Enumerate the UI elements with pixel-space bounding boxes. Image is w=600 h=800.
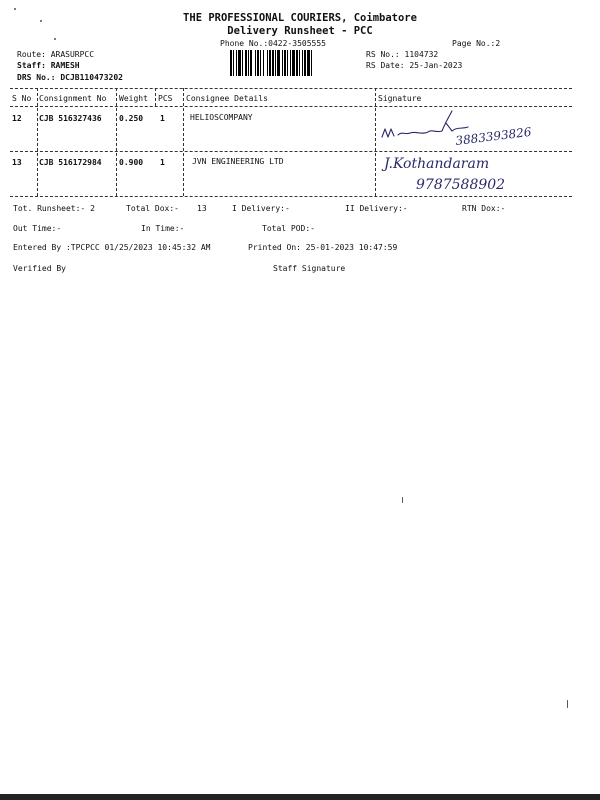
row-consignee: JVN ENGINEERING LTD <box>192 157 284 166</box>
row-signature-phone: 3883393826 <box>454 124 533 148</box>
barcode-bar <box>245 50 247 76</box>
barcode-bar <box>302 50 303 76</box>
phone-number: Phone No.:0422-3505555 <box>220 39 326 48</box>
barcode-bar <box>304 50 306 76</box>
table-top-rule <box>10 88 572 89</box>
in-time: In Time:- <box>141 224 185 233</box>
col-divider <box>155 88 156 106</box>
company-name: THE PROFESSIONAL COURIERS, Coimbatore <box>183 12 417 24</box>
barcode-bar <box>242 50 243 76</box>
barcode-bar <box>267 50 268 76</box>
barcode-bar <box>292 50 295 76</box>
verified-by: Verified By <box>13 264 66 273</box>
row-sno: 13 <box>12 158 22 167</box>
barcode-bar <box>299 50 300 76</box>
ii-delivery: II Delivery:- <box>345 204 408 213</box>
barcode-bar <box>257 50 259 76</box>
barcode-bar <box>236 50 237 76</box>
col-header-consignee: Consignee Details <box>186 94 268 103</box>
scan-speck <box>40 20 42 22</box>
row-pcs: 1 <box>160 114 165 123</box>
barcode-bar <box>233 50 234 76</box>
row-signature-phone: 9787588902 <box>416 177 506 193</box>
entered-by: Entered By :TPCPCC 01/25/2023 10:45:32 AM <box>13 243 211 252</box>
rtn-dox: RTN Dox:- <box>462 204 506 213</box>
barcode-bar <box>272 50 274 76</box>
total-dox-label: Total Dox:- <box>126 204 179 213</box>
scan-bottom-edge <box>0 794 600 800</box>
scan-speck <box>54 38 56 40</box>
out-time: Out Time:- <box>13 224 62 233</box>
scan-speck <box>14 8 16 10</box>
drs-number: DRS No.: DCJB110473202 <box>17 73 123 82</box>
col-divider <box>116 88 117 196</box>
barcode-bar <box>238 50 241 76</box>
col-header-weight: Weight <box>119 94 148 103</box>
col-header-pcs: PCS <box>158 94 173 103</box>
barcode-graphic <box>230 50 362 76</box>
staff-signature: Staff Signature <box>273 264 346 273</box>
col-header-signature: Signature <box>378 94 422 103</box>
barcode-bar <box>275 50 276 76</box>
row-pcs: 1 <box>160 158 165 167</box>
col-header-consignment: Consignment No <box>39 94 107 103</box>
total-dox-value: 13 <box>197 204 207 213</box>
row-sno: 12 <box>12 114 22 123</box>
row-consignment: CJB 516327436 <box>39 114 102 123</box>
row-consignment: CJB 516172984 <box>39 158 102 167</box>
page-number: Page No.:2 <box>452 39 501 48</box>
col-divider <box>37 88 38 196</box>
row-weight: 0.900 <box>119 158 144 167</box>
barcode-bar <box>290 50 291 76</box>
col-divider <box>183 88 184 196</box>
rs-date: RS Date: 25-Jan-2023 <box>366 61 463 70</box>
barcode-bar <box>284 50 286 76</box>
barcode-bar <box>277 50 280 76</box>
route-label: Route: ARASURPCC <box>17 50 95 59</box>
barcode-bar <box>250 50 252 76</box>
row-signature-name: J.Kothandaram <box>384 156 490 172</box>
scan-speck <box>567 700 568 708</box>
row-signature <box>376 150 576 196</box>
barcode-bar <box>230 50 232 76</box>
col-header-sno: S No <box>12 94 32 103</box>
row-weight: 0.250 <box>119 114 144 123</box>
table-bottom-rule <box>10 196 572 197</box>
barcode-bar <box>287 50 288 76</box>
barcode-bar <box>255 50 256 76</box>
barcode-bar <box>263 50 264 76</box>
barcode-bar <box>311 50 312 76</box>
scan-speck <box>402 497 403 503</box>
barcode-bar <box>260 50 261 76</box>
staff-label: Staff: RAMESH <box>17 61 80 70</box>
barcode-bar <box>269 50 271 76</box>
printed-on: Printed On: 25-01-2023 10:47:59 <box>248 243 398 252</box>
i-delivery: I Delivery:- <box>232 204 290 213</box>
barcode-bar <box>296 50 298 76</box>
barcode-bar <box>307 50 310 76</box>
row-signature <box>376 107 576 151</box>
barcode <box>230 50 362 76</box>
tot-runsheet: Tot. Runsheet:- 2 <box>13 204 95 213</box>
barcode-bar <box>282 50 283 76</box>
document-title: Delivery Runsheet - PCC <box>227 25 373 37</box>
row-consignee: HELIOSCOMPANY <box>190 113 253 122</box>
rs-number: RS No.: 1104732 <box>366 50 439 59</box>
barcode-bar <box>248 50 249 76</box>
total-pod: Total POD:- <box>262 224 315 233</box>
